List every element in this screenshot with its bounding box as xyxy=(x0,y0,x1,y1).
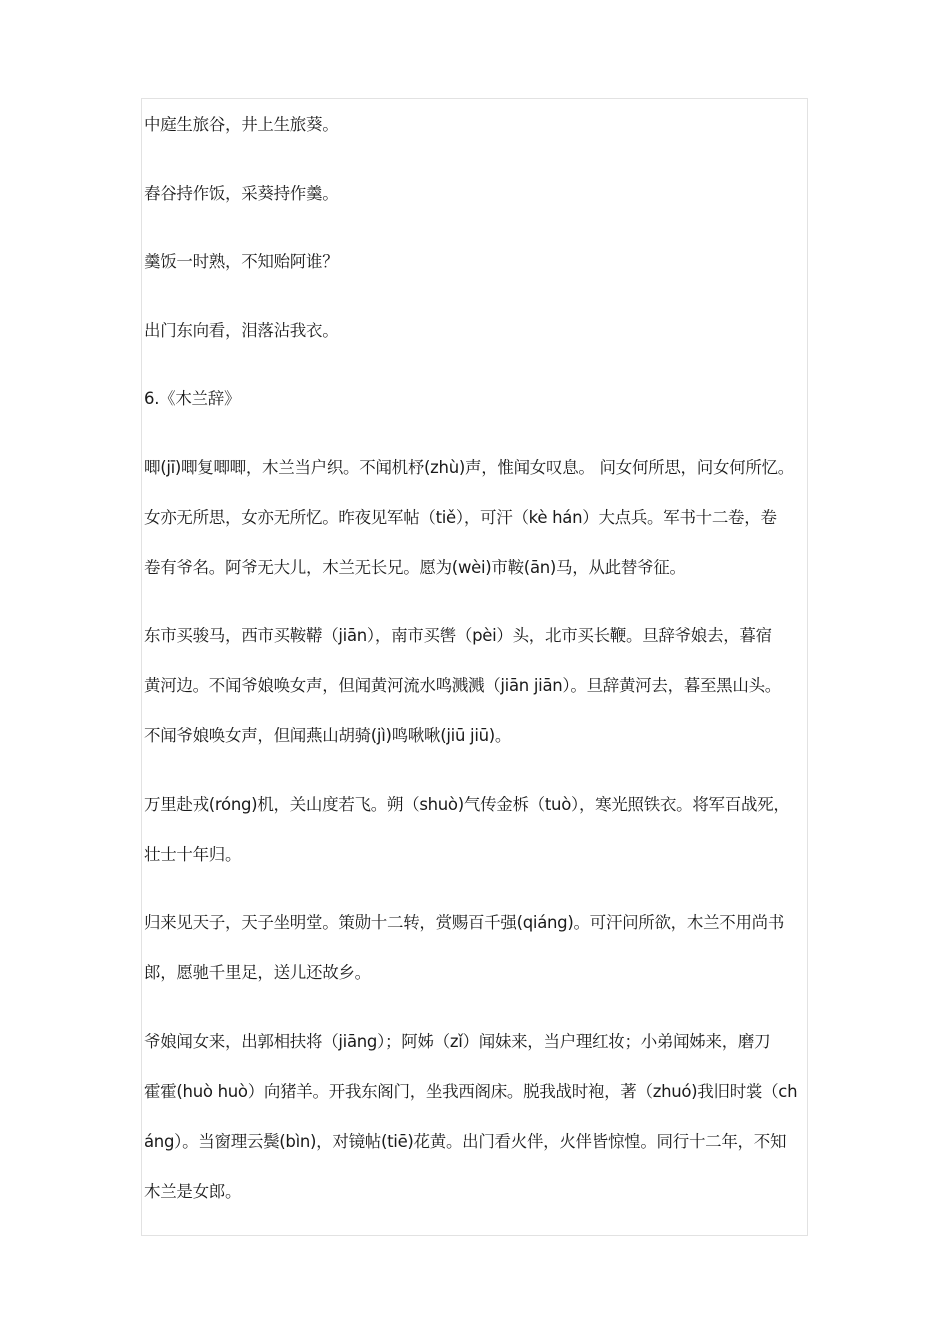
text-line: 卷有爷名。阿爷无大儿，木兰无长兄。愿为(wèi)市鞍(ān)马，从此替爷征。 xyxy=(144,557,686,577)
text-line: 东市买骏马，西市买鞍鞯（jiān），南市买辔（pèi）头，北市买长鞭。旦辞爷娘去，暮宿 xyxy=(144,626,772,645)
text-line: 木兰是女郎。 xyxy=(144,1181,242,1201)
text-line: 壮士十年归。 xyxy=(144,844,242,864)
poem-line: 出门东向看，泪落沾我衣。 xyxy=(144,320,339,340)
poem-line: 中庭生旅谷，井上生旅葵。 xyxy=(144,115,339,134)
text-line: 唧(jī)唧复唧唧，木兰当户织。不闻机杼(zhù)声，惟闻女叹息。 问女何所思，问女何所忆。 xyxy=(144,457,794,477)
text-line: áng）。当窗理云鬓(bìn)，对镜帖(tiē)花黄。出门看火伴，火伴皆惊惶。同行十二年，不知 xyxy=(144,1131,787,1151)
text-line: 黄河边。不闻爷娘唤女声，但闻黄河流水鸣溅溅（jiān jiān）。旦辞黄河去，暮至黑山头。 xyxy=(144,676,781,695)
text-line: 不闻爷娘唤女声，但闻燕山胡骑(jì)鸣啾啾(jiū jiū)。 xyxy=(144,726,512,745)
poem-line: 舂谷持作饭，采葵持作羹。 xyxy=(144,183,339,203)
paragraph-2 xyxy=(144,611,816,761)
section-title: 6.《木兰辞》 xyxy=(144,389,241,408)
paragraph-5 xyxy=(144,1017,816,1217)
text-line: 郎，愿驰千里足，送儿还故乡。 xyxy=(144,963,371,982)
text-line: 爷娘闻女来，出郭相扶将（jiāng）；阿姊（zǐ）闻妹来，当户理红妆；小弟闻姊来，磨刀 xyxy=(144,1031,771,1051)
text-line: 霍霍(huò huò）向猪羊。开我东阁门，坐我西阁床。脱我战时袍，著（zhuó)我旧时裳（ch xyxy=(144,1081,798,1101)
text-line: 归来见天子，天子坐明堂。策勋十二转，赏赐百千强(qiáng)。可汗问所欲，木兰不用尚书 xyxy=(144,913,785,932)
document-body xyxy=(144,100,816,1217)
poem-line: 羹饭一时熟，不知贻阿谁？ xyxy=(144,252,339,271)
paragraph-3 xyxy=(144,780,816,880)
text-line: 女亦无所思，女亦无所忆。昨夜见军帖（tiě），可汗（kè hán）大点兵。军书十二卷，卷 xyxy=(144,507,777,527)
paragraph-4 xyxy=(144,898,816,998)
text-line: 万里赴戎(róng)机，关山度若飞。朔（shuò)气传金柝（tuò），寒光照铁衣。将军百战死， xyxy=(144,794,790,814)
paragraph-1 xyxy=(144,443,816,593)
